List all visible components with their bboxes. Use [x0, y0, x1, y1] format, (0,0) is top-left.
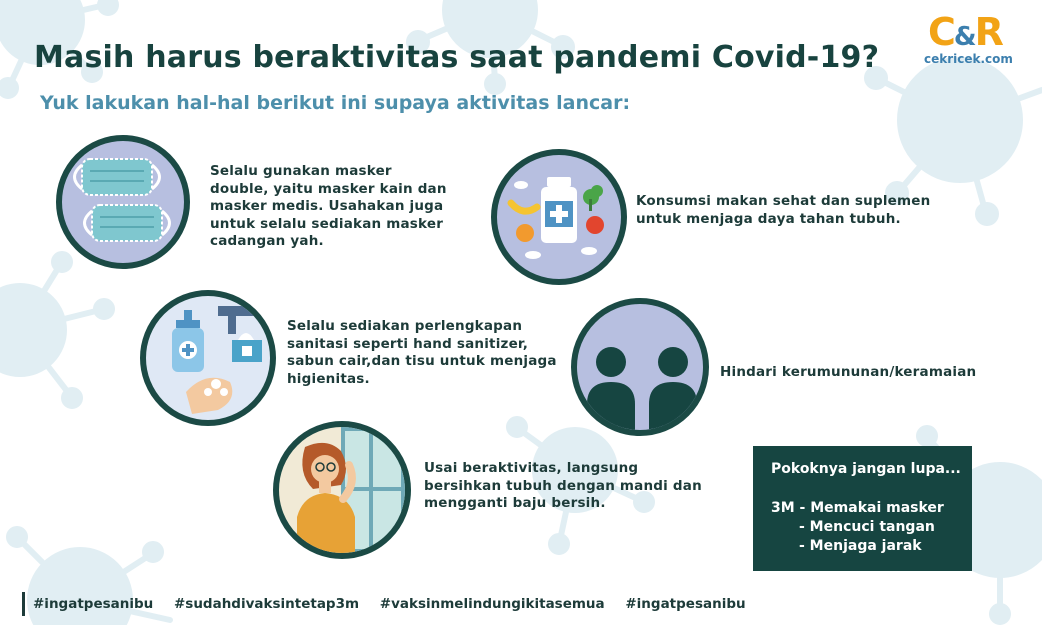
woman-bathing-icon: [273, 421, 411, 559]
footer-divider: [22, 592, 25, 616]
hand-sanitizer-icon: [140, 290, 276, 426]
hashtag[interactable]: #ingatpesanibu: [625, 596, 746, 612]
reminder-item: - Mencuci tangan: [799, 519, 935, 535]
reminder-title: Pokoknya jangan lupa...: [771, 461, 961, 477]
brand-logo[interactable]: [924, 10, 1034, 72]
page-subtitle: Yuk lakukan hal-hal berikut ini supaya aktivitas lancar:: [40, 92, 631, 114]
reminder-item: - Menjaga jarak: [799, 538, 922, 554]
healthy-food-supplement-icon: [491, 149, 627, 285]
hashtag[interactable]: #vaksinmelindungikitasemua: [379, 596, 605, 612]
tip-food-text: Konsumsi makan sehat dan suplemen untuk menjaga daya tahan tubuh.: [636, 193, 931, 227]
logo-mark: [928, 10, 1002, 54]
hashtag-list: [33, 596, 760, 612]
tip-crowd-text: Hindari kerumununan/keramaian: [720, 364, 977, 380]
tip-mask-text: Selalu gunakan masker double, yaitu masker kain dan masker medis. Usahakan juga untuk selalu sediakan masker cadangan yah.: [210, 163, 447, 249]
logo-ampersand: &: [953, 22, 975, 52]
face-mask-icon: [56, 135, 190, 269]
virus-decoration-left-middle: [0, 254, 112, 406]
logo-letter-c: C: [928, 10, 954, 54]
reminder-item: 3M - Memakai masker: [771, 500, 944, 516]
crowd-people-icon: [571, 298, 709, 436]
tip-sanitizer-text: Selalu sediakan perlengkapan sanitasi seperti hand sanitizer, sabun cair,dan tisu untuk menjaga higienitas.: [287, 318, 557, 387]
logo-letter-r: R: [974, 10, 1002, 54]
reminder-box: [753, 446, 972, 571]
hashtag[interactable]: #sudahdivaksintetap3m: [173, 596, 360, 612]
page-title: Masih harus beraktivitas saat pandemi Covid-19?: [34, 40, 880, 75]
logo-domain: cekricek.com: [924, 52, 1013, 66]
tip-bathing-text: Usai beraktivitas, langsung bersihkan tubuh dengan mandi dan mengganti baju bersih.: [424, 460, 702, 511]
hashtag[interactable]: #ingatpesanibu: [33, 596, 154, 612]
